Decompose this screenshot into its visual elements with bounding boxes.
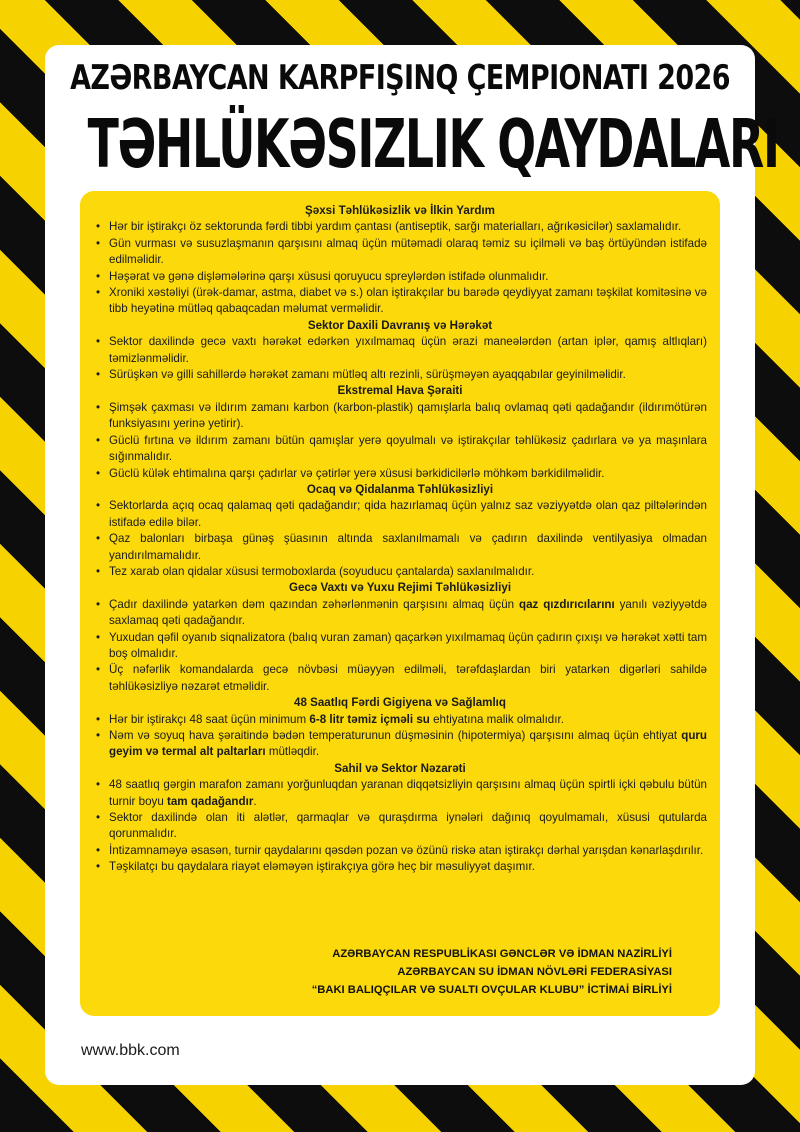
rule-item: • Qaz balonları birbaşa günəş şüasının altında saxlanılmamalı və çadırın daxilində ventilyasiya olmadan yandırılmamalıdır. [93,531,707,564]
rule-item: • İntizamnaməyə əsasən, turnir qaydalarını qəsdən pozan və özünü riskə atan iştirakçı dərhal yarışdan kənarlaşdırılır. [93,843,707,859]
rule-text: . [253,794,257,808]
rule-item: • Təşkilatçı bu qaydalara riayət eləməyən iştirakçıya görə heç bir məsuliyyət daşımır. [93,859,707,875]
rule-text: yanılı vəziyyətdə saxlamaq qəti qadağandır. [109,597,708,628]
section-title: Sektor Daxili Davranış və Hərəkət [307,318,493,332]
rule-item: • Tez xarab olan qidalar xüsusi termoboxlarda (soyuducu çantalarda) saxlanılmalıdır. [93,564,707,580]
rule-emphasis: quru geyim və termal alt paltarları [109,729,707,759]
rules-list [93,712,707,761]
rule-item: • Güclü fırtına və ildırım zamanı bütün qamışlar yerə qoyulmalı və iştirakçılar təhlükəsiz çadırlara və ya maşınlara sığınmalıdır. [93,433,707,466]
rule-emphasis: 6-8 litr təmiz içməli su [309,712,430,726]
organization-club: “BAKI BALIQÇILAR VƏ SUALTI OVÇULAR KLUBU” İCTİMAİ BİRLİYİ [311,984,672,996]
rule-item: • Şimşək çaxması və ildırım zamanı karbon (karbon-plastik) qamışlarla balıq ovlamaq qəti qadağandır (ildırımötürən funksiyasını yerinə yetirir). [93,400,707,433]
rules-sections [93,203,707,876]
rule-text: mütləqdir. [265,745,320,759]
section-title: Sahil və Sektor Nəzarəti [334,761,466,775]
rule-item: • Sektorlarda açıq ocaq qalamaq qəti qadağandır; qida hazırlamaq üçün yalnız saz vəziyyətdə olan qaz piltələrindən istifadə edilə bilər. [93,498,707,531]
rule-item: • Xroniki xəstəliyi (ürək-damar, astma, diabet və s.) olan iştirakçılar bu barədə qeydiyyat zamanı təşkilat komitəsinə və tibb heyətinə mütləq qabaqcadan məlumat verməlidir. [93,285,707,318]
rules-list [93,334,707,383]
rules-section [93,761,707,876]
section-title: Şəxsi Təhlükəsizlik və İlkin Yardım [305,204,495,217]
website-link[interactable]: www.bbk.com [81,1042,180,1059]
rule-item [93,728,707,761]
rule-item [93,712,707,728]
rule-emphasis: qaz qızdırıcılarını [519,597,615,611]
rule-item: • Sektor daxilində olan iti alətlər, qarmaqlar və quraşdırma iynələri dağınıq qoyulmamalı, xüsusi qutularda qorunmalıdır. [93,810,707,843]
rule-item: • Güclü külək ehtimalına qarşı çadırlar və çətirlər yerə xüsusi bərkidicilərlə möhkəm bərkidilməlidir. [93,466,707,482]
safety-rules-title: TƏHLÜKƏSIZLIK QAYDALARI [87,107,779,184]
rule-item: • Sektor daxilində gecə vaxtı hərəkət edərkən yıxılmamaq üçün ərazi maneələrdən (artan iplər, qamış altlıqları) təmizlənməlidir. [93,334,707,367]
rule-item: • Həşərat və gənə dişləmələrinə qarşı xüsusi qoruyucu spreylərdən istifadə olunmalıdır. [93,269,707,285]
rule-text: Çadır daxilində yatarkən dəm qazından zəhərlənmənin qarşısını almaq üçün [109,597,520,611]
rule-text: Hər bir iştirakçı 48 saat üçün minimum [109,712,310,726]
rules-section [93,695,707,761]
rule-item: • Yuxudan qəfil oyanıb siqnalizatora (balıq vuran zaman) qaçarkən yıxılmamaq üçün çadırın çıxışı və hərəkət xətti tam boş olmalıdır. [93,630,707,663]
rules-section [93,482,707,580]
rule-text: Nəm və soyuq hava şəraitində bədən temperaturunun düşməsinin (hipotermiya) qarşısını almaq üçün ehtiyat [109,729,682,742]
rule-item: • Hər bir iştirakçı öz sektorunda fərdi tibbi yardım çantası (antiseptik, sarğı materialları, ağrıkəsicilər) saxlamalıdır. [93,219,707,235]
rules-list [93,400,707,482]
organizations-block [312,945,672,999]
rules-section [93,383,707,481]
championship-title: AZƏRBAYCAN KARPFIŞINQ ÇEMPIONATI 2026 [70,59,730,98]
rule-text: 48 saatlıq gərgin marafon zamanı yorğunluqdan yaranan diqqətsizliyin qarşısını almaq üçün spirtli içki qəbulu bütün turnir boyu [109,778,707,808]
poster-card [45,45,779,1085]
section-title: Ekstremal Hava Şəraiti [337,384,463,398]
section-title: Ocaq və Qidalanma Təhlükəsizliyi [306,482,494,496]
organization-ministry: AZƏRBAYCAN RESPUBLİKASI GƏNCLƏR VƏ İDMAN NAZİRLİYİ [332,948,672,960]
rule-text: ehtiyatına malik olmalıdır. [429,712,564,726]
rule-item: • Üç nəfərlik komandalarda gecə növbəsi müəyyən edilməli, tərəfdaşlardan biri yatarkən digərləri sahildə təhlükəsizliyə nəzarət etməlidir. [93,662,707,695]
rules-panel [80,191,720,1016]
rule-emphasis: tam qadağandır [167,794,254,808]
rule-item [93,597,707,630]
rules-section [93,318,707,384]
rule-item: • Gün vurması və susuzlaşmanın qarşısını almaq üçün mütəmadi olaraq təmiz su içilməli və baş örtüyündən istifadə edilməlidir. [93,236,707,269]
rule-item [93,777,707,810]
rules-section [93,203,707,318]
organization-federation: AZƏRBAYCAN SU İDMAN NÖVLƏRİ FEDERASİYASI [397,966,672,978]
rules-section [93,580,707,695]
rule-item: • Sürüşkən və gilli sahillərdə hərəkət zamanı mütləq altı rezinli, sürüşməyən ayaqqabılar geyinilməlidir. [93,367,707,383]
rules-list [93,498,707,580]
section-title: 48 Saatlıq Fərdi Gigiyena və Sağlamlıq [294,696,506,710]
rules-list [93,597,707,695]
rules-list [93,777,707,875]
rules-list [93,219,707,317]
section-title: Gecə Vaxtı və Yuxu Rejimi Təhlükəsizliyi [288,581,512,595]
